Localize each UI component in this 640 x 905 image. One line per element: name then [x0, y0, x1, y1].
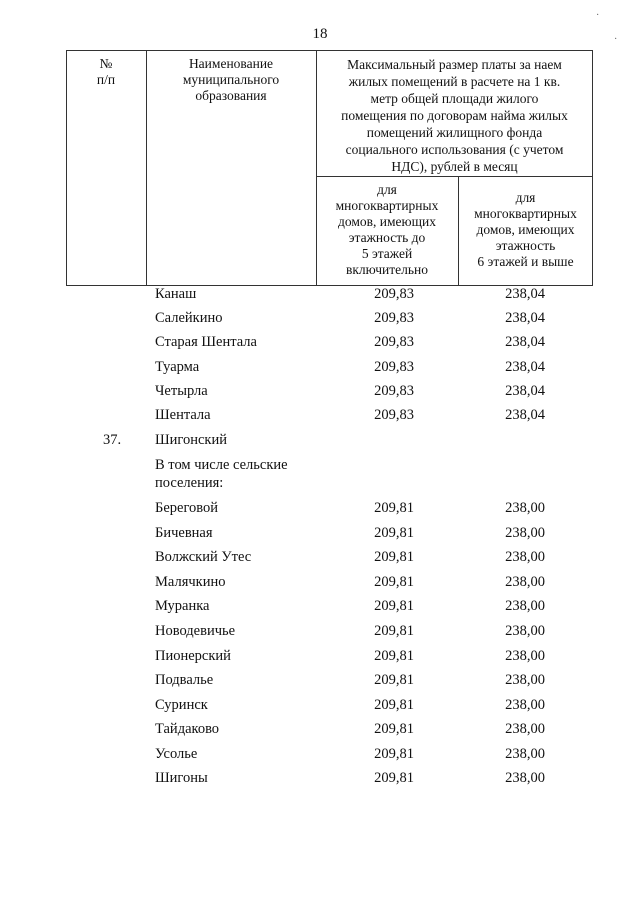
header-col-name: Наименование муниципального образования: [182, 56, 280, 103]
fee-up-to-5: 209,81: [374, 598, 414, 614]
fee-6-plus: 238,00: [505, 672, 545, 688]
table-row: [0, 721, 640, 745]
fee-6-plus: 238,00: [505, 697, 545, 713]
fee-6-plus: 238,04: [505, 334, 545, 350]
fee-6-plus: 238,04: [505, 310, 545, 326]
municipality-name: Старая Шентала: [155, 334, 257, 350]
fee-up-to-5: 209,81: [374, 721, 414, 737]
municipality-name: Малячкино: [155, 574, 226, 590]
scan-speck: ·: [596, 10, 600, 21]
fee-6-plus: 238,00: [505, 648, 545, 664]
header-col-max-fee: Максимальный размер платы за наем жилых помещений в расчете на 1 кв. метр общей площади жилого помещения по договорам найма жилых помещений жилищного фонда социального использования (с учетом НДС), рублей в месяц: [341, 57, 568, 174]
district-sub-label: В том числе сельские поселения:: [155, 457, 288, 491]
fee-up-to-5: 209,81: [374, 770, 414, 786]
fee-up-to-5: 209,83: [374, 359, 414, 375]
header-subcol-6-plus: для многоквартирных домов, имеющих этажность 6 этажей и выше: [474, 190, 577, 269]
fee-6-plus: 238,00: [505, 770, 545, 786]
municipality-name: Суринск: [155, 697, 208, 713]
page-number: 18: [312, 26, 328, 42]
municipality-name: Новодевичье: [155, 623, 236, 639]
fee-up-to-5: 209,83: [374, 334, 414, 350]
fee-up-to-5: 209,81: [374, 746, 414, 762]
municipality-name: Тайдаково: [155, 721, 220, 737]
municipality-name: Салейкино: [155, 310, 223, 326]
district-number: 37.: [103, 432, 122, 448]
fee-6-plus: 238,04: [505, 407, 545, 423]
table-row: [0, 359, 640, 383]
table-row: [0, 574, 640, 598]
fee-up-to-5: 209,81: [374, 574, 414, 590]
fee-up-to-5: 209,81: [374, 623, 414, 639]
table-row: [0, 500, 640, 524]
fee-6-plus: 238,00: [505, 525, 545, 541]
fee-up-to-5: 209,83: [374, 383, 414, 399]
municipality-name: Пионерский: [155, 648, 231, 664]
fee-up-to-5: 209,81: [374, 549, 414, 565]
table-row: [0, 697, 640, 721]
table-row: [0, 549, 640, 573]
fee-6-plus: 238,00: [505, 500, 545, 516]
table-row: [0, 525, 640, 549]
fee-up-to-5: 209,81: [374, 525, 414, 541]
fee-up-to-5: 209,81: [374, 500, 414, 516]
table-row: [0, 770, 640, 794]
fee-up-to-5: 209,81: [374, 697, 414, 713]
fee-up-to-5: 209,81: [374, 672, 414, 688]
municipality-name: Бичевная: [155, 525, 213, 541]
fee-6-plus: 238,00: [505, 549, 545, 565]
municipality-name: Подвалье: [155, 672, 214, 688]
table-row: [0, 310, 640, 334]
table-row: [0, 334, 640, 358]
table-row: [0, 598, 640, 622]
table-row: [0, 286, 640, 310]
fee-6-plus: 238,04: [505, 359, 545, 375]
fee-6-plus: 238,00: [505, 746, 545, 762]
fee-6-plus: 238,04: [505, 286, 545, 302]
table-row: [0, 407, 640, 431]
fee-6-plus: 238,00: [505, 721, 545, 737]
fee-6-plus: 238,00: [505, 623, 545, 639]
header-subcol-up-to-5: для многоквартирных домов, имеющих этажность до 5 этажей включительно: [335, 182, 439, 277]
table-row: [0, 648, 640, 672]
municipality-name: Шигоны: [155, 770, 208, 786]
fee-up-to-5: 209,83: [374, 407, 414, 423]
district-row: [0, 432, 640, 492]
table-row: [0, 383, 640, 407]
table-row: [0, 623, 640, 647]
municipality-name: Четырла: [155, 383, 208, 399]
fee-6-plus: 238,00: [505, 574, 545, 590]
fee-6-plus: 238,00: [505, 598, 545, 614]
municipality-name: Муранка: [155, 598, 210, 614]
fee-6-plus: 238,04: [505, 383, 545, 399]
fee-up-to-5: 209,81: [374, 648, 414, 664]
municipality-name: Береговой: [155, 500, 219, 516]
municipality-name: Шентала: [155, 407, 211, 423]
header-col-number: № п/п: [96, 56, 116, 87]
municipality-name: Усолье: [155, 746, 198, 762]
municipality-name: Туарма: [155, 359, 200, 375]
table-row: [0, 746, 640, 770]
district-name: Шигонский: [155, 432, 227, 448]
scan-speck: ·: [614, 34, 618, 45]
municipality-name: Волжский Утес: [155, 549, 252, 565]
fee-up-to-5: 209,83: [374, 310, 414, 326]
fee-up-to-5: 209,83: [374, 286, 414, 302]
municipality-name: Канаш: [155, 286, 197, 302]
table-row: [0, 672, 640, 696]
